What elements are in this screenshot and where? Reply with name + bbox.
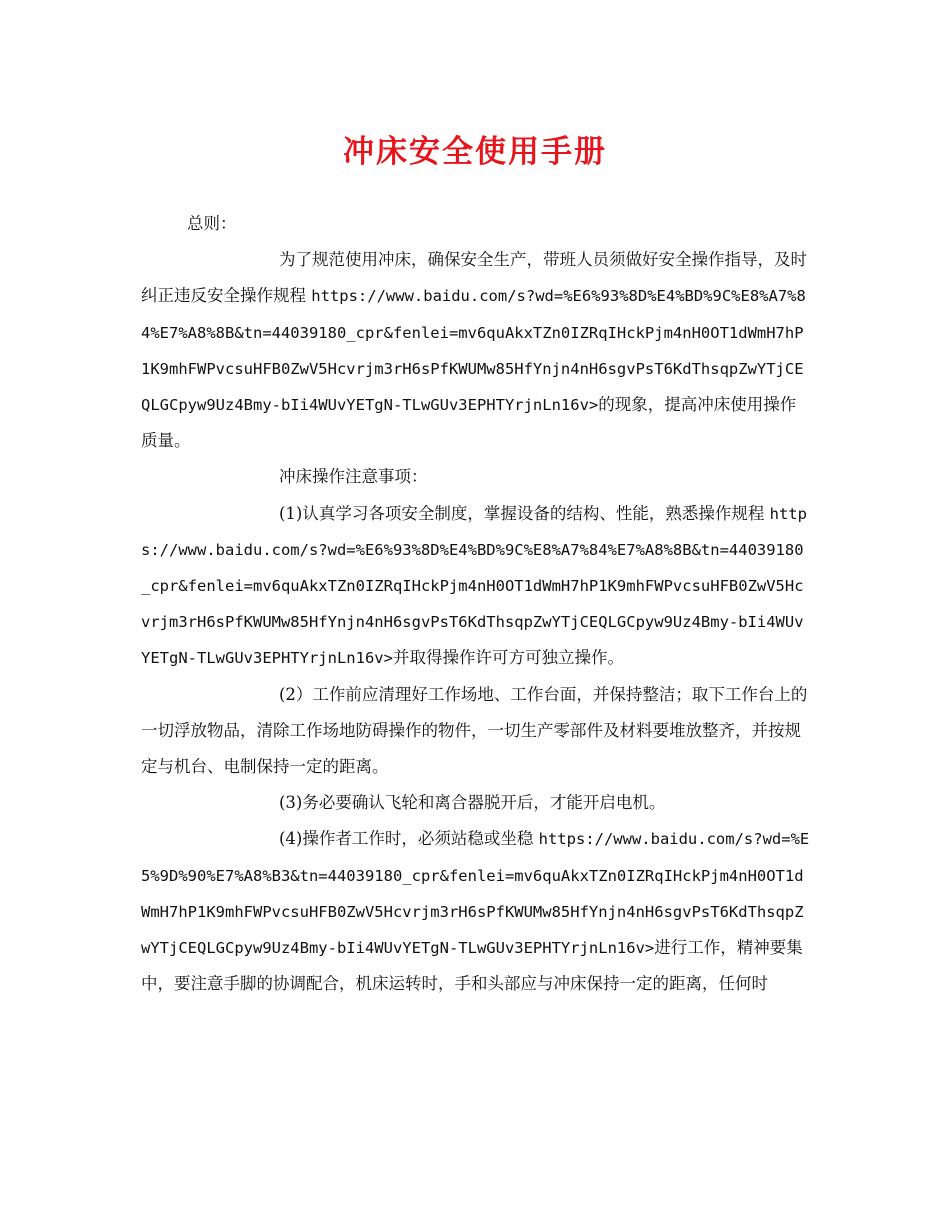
section-label: 总则： [187,214,237,233]
item-1-text-after: 并取得操作许可方可独立操作。 [392,648,624,668]
document-title: 冲床安全使用手册 [343,134,607,170]
notes-heading: 冲床操作注意事项： [279,467,428,487]
item-4-link[interactable]: https://www.baidu.com/s?wd=%E5%9D%90%E7%A8%B3&tn=44039180_cpr&fenlei=mv6quAkxTZn0IZRqIHckPjm4nH0OT1dWmH7hP1K9mhFWPvcsuHFB0ZwV5Hcvrjm3rH6sPfKWUMw85HfYnjn4nH6sgvPsT6KdThsqpZwYTjCEQLGCpyw9Uz4Bmy-bIi4WUvYETgN-TLwGUv3EPHTYrjnLn16v> [141,830,810,958]
item-4-paragraph [141,821,811,1002]
item-2-paragraph: (2）工作前应清理好工作场地、工作台面，并保持整洁；取下工作台上的一切浮放物品，清除工作场地防碍操作的物件，一切生产零部件及材料要堆放整齐，并按规定与机台、电制保持一定的距离。 [141,684,808,777]
intro-link[interactable]: https://www.baidu.com/s?wd=%E6%93%8D%E4%BD%9C%E8%A7%84%E7%A8%8B&tn=44039180_cpr&fenlei=mv6quAkxTZn0IZRqIHckPjm4nH0OT1dWmH7hP1K9mhFWPvcsuHFB0ZwV5Hcvrjm3rH6sPfKWUMw85HfYnjn4nH6sgvPsT6KdThsqpZwYTjCEQLGCpyw9Uz4Bmy-bIi4WUvYETgN-TLwGUv3EPHTYrjnLn16v> [141,287,806,415]
item-1-link[interactable]: https://www.baidu.com/s?wd=%E6%93%8D%E4%BD%9C%E8%A7%84%E7%A8%8B&tn=44039180_cpr&fenlei=mv6quAkxTZn0IZRqIHckPjm4nH0OT1dWmH7hP1K9mhFWPvcsuHFB0ZwV5Hcvrjm3rH6sPfKWUMw85HfYnjn4nH6sgvPsT6KdThsqpZwYTjCEQLGCpyw9Uz4Bmy-bIi4WUvYETgN-TLwGUv3EPHTYrjnLn16v> [141,504,807,668]
item-1-text-before: (1)认真学习各项安全制度，掌握设备的结构、性能，熟悉操作规程 [279,503,770,523]
intro-text-after: 的现象，提高冲床使用操作质量。 [141,395,797,451]
item-4-text-after: 进行工作，精神要集中，要注意手脚的协调配合，机床运转时，手和头部应与冲床保持一定的距离，任何时 [141,938,803,994]
intro-paragraph [141,242,811,459]
item-3-paragraph: (3)务必要确认飞轮和离合器脱开后，才能开启电机。 [279,793,666,813]
item-4-text-before: (4)操作者工作时，必须站稳或坐稳 [279,829,539,849]
intro-text-before: 为了规范使用冲床，确保安全生产，带班人员须做好安全操作指导，及时纠正违反安全操作规程 [141,250,807,306]
item-1-paragraph [141,496,811,677]
document-body [141,206,811,1002]
